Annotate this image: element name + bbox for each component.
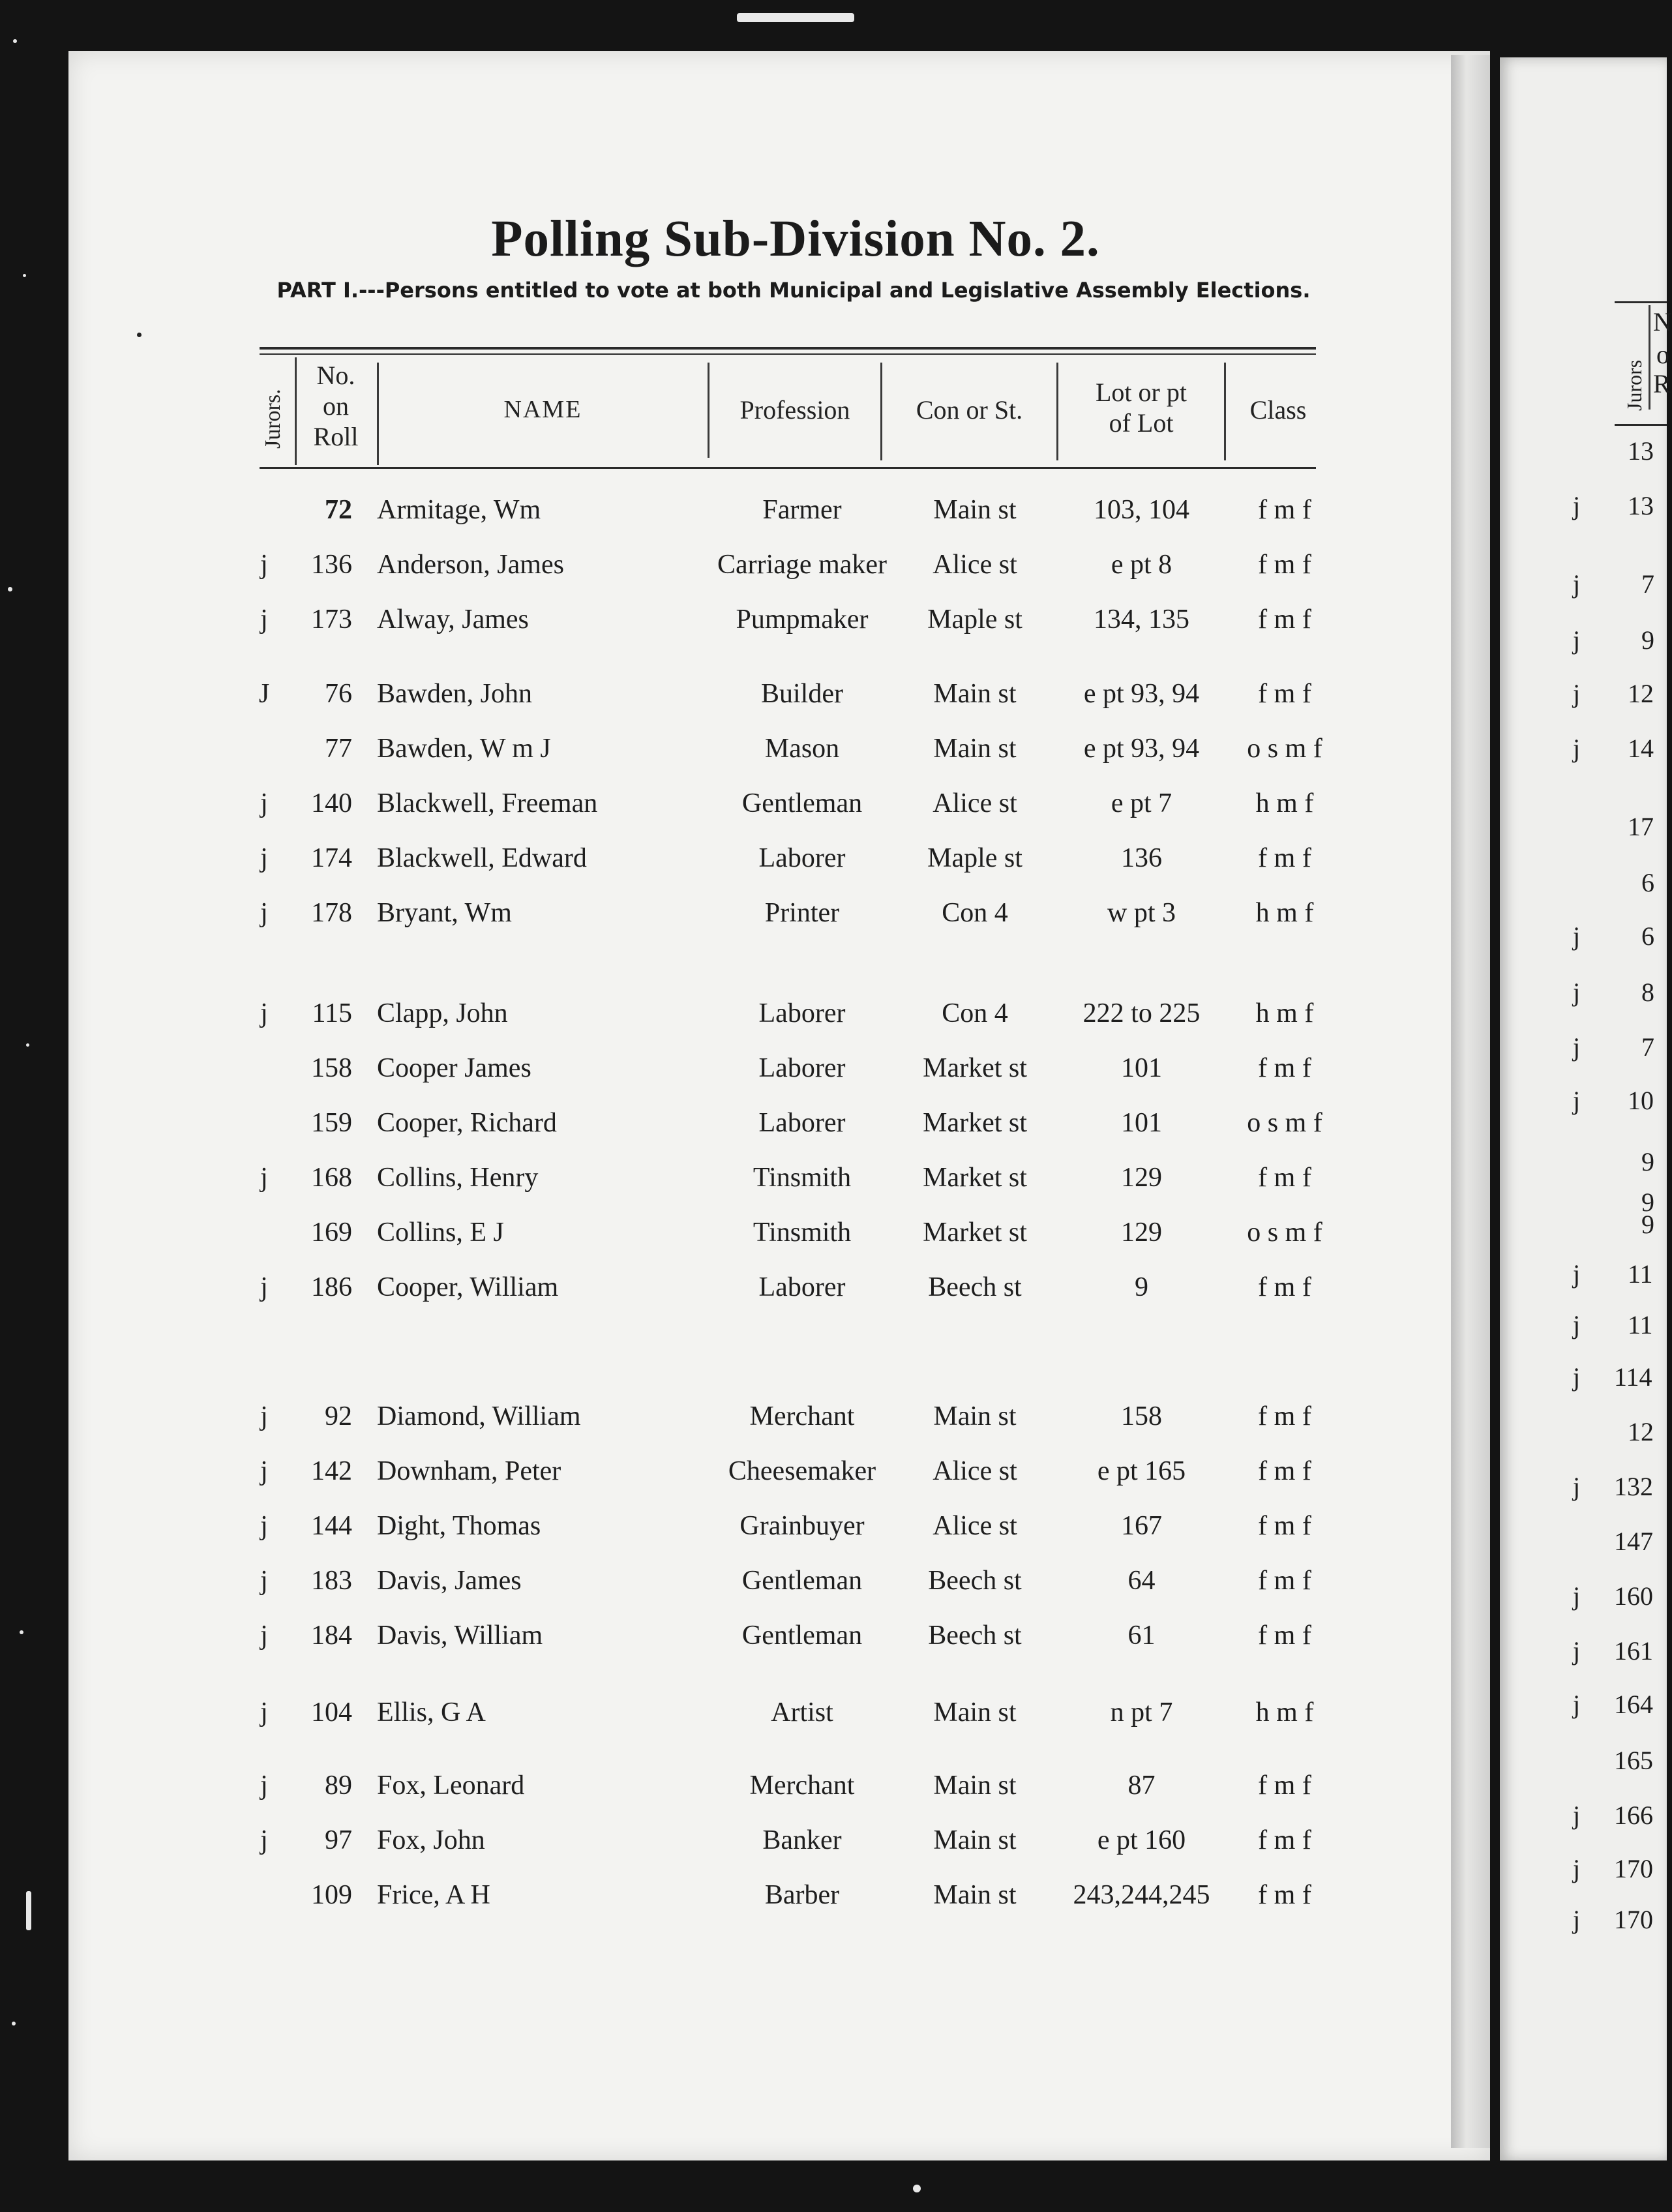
juror-mark: j — [260, 1511, 268, 1541]
right-roll-number: 161 — [1614, 1636, 1653, 1666]
right-roll-number: 13 — [1628, 491, 1654, 520]
juror-mark: j — [260, 1272, 268, 1302]
right-juror-mark: j — [1573, 491, 1581, 520]
header-no-line2: on — [323, 391, 349, 421]
concession-or-street: Maple st — [927, 605, 1023, 635]
profession: Laborer — [758, 1053, 846, 1083]
concession-or-street: Alice st — [933, 1456, 1017, 1486]
roll-number: 186 — [311, 1272, 352, 1302]
right-juror-mark: j — [1573, 1086, 1581, 1115]
profession: Carriage maker — [717, 550, 888, 580]
lot: e pt 8 — [1111, 550, 1172, 580]
lot: w pt 3 — [1107, 898, 1176, 928]
voter-name: Dight, Thomas — [377, 1511, 541, 1541]
table-header-rule — [260, 467, 1316, 469]
profession: Farmer — [762, 495, 842, 525]
right-roll-number: 6 — [1641, 868, 1654, 897]
header-con-or-st: Con or St. — [916, 395, 1023, 425]
right-roll-number: 165 — [1614, 1746, 1653, 1775]
lot: 243,244,245 — [1073, 1880, 1210, 1910]
profession: Merchant — [749, 1771, 855, 1801]
roll-number: 168 — [311, 1163, 352, 1193]
profession: Merchant — [749, 1401, 855, 1431]
voter-name: Collins, Henry — [377, 1163, 539, 1193]
lot: 9 — [1135, 1272, 1148, 1302]
right-header-r: R — [1653, 369, 1671, 398]
right-juror-mark: j — [1573, 1690, 1581, 1719]
header-lot-line2: of Lot — [1109, 408, 1174, 438]
lot: 129 — [1121, 1163, 1162, 1193]
roll-number: 92 — [325, 1401, 352, 1431]
voter-name: Cooper, William — [377, 1272, 559, 1302]
voter-name: Davis, James — [377, 1566, 522, 1596]
lot: 87 — [1127, 1771, 1156, 1801]
right-roll-number: 160 — [1614, 1581, 1653, 1611]
voter-class: o s m f — [1247, 1108, 1322, 1138]
concession-or-street: Market st — [923, 1163, 1027, 1193]
right-roll-number: 13 — [1628, 436, 1654, 466]
table-row — [0, 1697, 1369, 1736]
header-class: Class — [1249, 395, 1307, 425]
profession: Tinsmith — [753, 1218, 852, 1248]
lot: 101 — [1121, 1108, 1162, 1138]
lot: 167 — [1121, 1511, 1162, 1541]
right-juror-mark: j — [1573, 1801, 1581, 1830]
juror-mark: j — [260, 843, 268, 873]
lot: e pt 93, 94 — [1083, 734, 1200, 764]
part-heading: PART I.---Persons entitled to vote at both Municipal and Legislative Assembly Elections. — [276, 278, 1311, 303]
voter-class: f m f — [1258, 843, 1311, 873]
right-roll-number: 12 — [1628, 1417, 1654, 1446]
concession-or-street: Main st — [933, 1771, 1017, 1801]
juror-mark: j — [260, 1566, 268, 1596]
table-top-rule-thin — [260, 353, 1316, 355]
roll-number: 97 — [325, 1825, 352, 1855]
roll-number: 115 — [312, 998, 352, 1028]
voter-class: h m f — [1255, 788, 1314, 818]
profession: Grainbuyer — [739, 1511, 865, 1541]
voter-class: f m f — [1258, 1825, 1311, 1855]
profession: Barber — [764, 1880, 840, 1910]
voter-class: f m f — [1258, 1272, 1311, 1302]
concession-or-street: Beech st — [928, 1566, 1022, 1596]
lot: n pt 7 — [1110, 1697, 1173, 1727]
lot: e pt 160 — [1097, 1825, 1186, 1855]
roll-number: 109 — [311, 1880, 352, 1910]
voter-class: f m f — [1258, 495, 1311, 525]
voter-class: f m f — [1258, 1401, 1311, 1431]
right-header-jurors: Jurors — [1622, 359, 1646, 411]
right-column-divider — [1649, 305, 1650, 410]
profession: Gentleman — [741, 1566, 863, 1596]
voter-name: Frice, A H — [377, 1880, 490, 1910]
voter-class: h m f — [1255, 898, 1314, 928]
right-juror-mark: j — [1573, 1362, 1581, 1392]
right-roll-number: 11 — [1628, 1310, 1653, 1339]
lot: e pt 93, 94 — [1083, 679, 1200, 709]
lot: 61 — [1127, 1621, 1156, 1651]
lot: 103, 104 — [1094, 495, 1189, 525]
right-roll-number: 11 — [1628, 1259, 1653, 1289]
lot: 64 — [1127, 1566, 1156, 1596]
header-no-on-roll — [297, 360, 375, 452]
voter-name: Diamond, William — [377, 1401, 581, 1431]
right-juror-mark: j — [1573, 569, 1581, 599]
right-roll-number: 166 — [1614, 1801, 1653, 1830]
concession-or-street: Main st — [933, 1825, 1017, 1855]
concession-or-street: Con 4 — [942, 898, 1008, 928]
roll-number: 72 — [325, 495, 352, 525]
right-roll-number: 9 — [1641, 1147, 1654, 1176]
table-row — [0, 1510, 1369, 1549]
profession: Laborer — [758, 998, 846, 1028]
concession-or-street: Market st — [923, 1053, 1027, 1083]
lot: 222 to 225 — [1082, 998, 1201, 1028]
table-row — [0, 1565, 1369, 1604]
table-row — [0, 897, 1369, 936]
table-top-rule — [260, 347, 1316, 350]
juror-mark: j — [260, 1163, 268, 1193]
right-juror-mark: j — [1573, 1581, 1581, 1611]
profession: Tinsmith — [753, 1163, 852, 1193]
lot: 158 — [1121, 1401, 1162, 1431]
voter-class: f m f — [1258, 605, 1311, 635]
lot: 101 — [1121, 1053, 1162, 1083]
roll-number: 136 — [311, 550, 352, 580]
right-roll-number: 7 — [1641, 1032, 1654, 1062]
right-juror-mark: j — [1573, 1472, 1581, 1501]
roll-number: 140 — [311, 788, 352, 818]
header-jurors: Jurors. — [261, 389, 285, 449]
right-roll-number: 132 — [1614, 1472, 1653, 1501]
concession-or-street: Main st — [933, 495, 1017, 525]
profession: Gentleman — [741, 788, 863, 818]
juror-mark: j — [260, 1825, 268, 1855]
right-juror-mark: j — [1573, 1310, 1581, 1339]
table-row — [0, 1620, 1369, 1659]
right-roll-number: 147 — [1614, 1527, 1653, 1556]
profession: Printer — [764, 898, 840, 928]
concession-or-street: Main st — [933, 1880, 1017, 1910]
right-roll-number: 170 — [1614, 1854, 1653, 1883]
voter-class: f m f — [1258, 1053, 1311, 1083]
table-row — [0, 733, 1369, 772]
right-juror-mark: j — [1573, 1905, 1581, 1934]
profession: Mason — [764, 734, 840, 764]
voter-class: f m f — [1258, 1163, 1311, 1193]
table-row — [0, 1272, 1369, 1311]
right-header-o: o — [1656, 340, 1669, 369]
concession-or-street: Market st — [923, 1108, 1027, 1138]
table-row — [0, 1107, 1369, 1146]
roll-number: 183 — [311, 1566, 352, 1596]
right-roll-number: 12 — [1628, 679, 1654, 708]
right-roll-number: 9 — [1641, 625, 1654, 655]
right-roll-number: 9 — [1641, 1188, 1654, 1217]
juror-mark: j — [260, 898, 268, 928]
concession-or-street: Main st — [933, 1697, 1017, 1727]
right-roll-number: 170 — [1614, 1905, 1653, 1934]
voter-name: Anderson, James — [377, 550, 564, 580]
voter-class: o s m f — [1247, 734, 1322, 764]
profession: Cheesemaker — [728, 1456, 876, 1486]
right-juror-mark: j — [1573, 1259, 1581, 1289]
profession: Gentleman — [741, 1621, 863, 1651]
right-juror-mark: j — [1573, 625, 1581, 655]
right-juror-mark: j — [1573, 1032, 1581, 1062]
concession-or-street: Alice st — [933, 550, 1017, 580]
juror-mark: j — [260, 550, 268, 580]
roll-number: 144 — [311, 1511, 352, 1541]
concession-or-street: Beech st — [928, 1621, 1022, 1651]
table-row — [0, 1456, 1369, 1495]
voter-class: f m f — [1258, 550, 1311, 580]
roll-number: 159 — [311, 1108, 352, 1138]
right-header-no: N — [1653, 307, 1672, 336]
voter-name: Blackwell, Edward — [377, 843, 587, 873]
header-no-line3: Roll — [313, 422, 359, 451]
roll-number: 142 — [311, 1456, 352, 1486]
voter-name: Cooper, Richard — [377, 1108, 557, 1138]
voter-class: f m f — [1258, 1771, 1311, 1801]
roll-number: 77 — [325, 734, 352, 764]
lot: 134, 135 — [1094, 605, 1189, 635]
voter-name: Bawden, John — [377, 679, 532, 709]
roll-number: 178 — [311, 898, 352, 928]
lot: e pt 165 — [1097, 1456, 1186, 1486]
voter-name: Alway, James — [377, 605, 529, 635]
voter-name: Davis, William — [377, 1621, 543, 1651]
concession-or-street: Maple st — [927, 843, 1023, 873]
profession: Banker — [762, 1825, 842, 1855]
scan-speck — [13, 39, 17, 43]
roll-number: 173 — [311, 605, 352, 635]
right-roll-number: 6 — [1641, 921, 1654, 951]
header-profession: Profession — [739, 395, 850, 425]
table-row — [0, 604, 1369, 643]
voter-class: f m f — [1258, 1566, 1311, 1596]
right-juror-mark: j — [1573, 1636, 1581, 1666]
profession: Pumpmaker — [736, 605, 869, 635]
right-juror-mark: j — [1573, 921, 1581, 951]
ink-dot — [137, 333, 142, 337]
right-roll-number: 9 — [1641, 1210, 1654, 1239]
juror-mark: j — [260, 1771, 268, 1801]
right-roll-number: 164 — [1614, 1690, 1653, 1719]
concession-or-street: Market st — [923, 1218, 1027, 1248]
voter-name: Bryant, Wm — [377, 898, 512, 928]
profession: Builder — [761, 679, 843, 709]
juror-mark: J — [258, 679, 270, 709]
lot: e pt 7 — [1111, 788, 1172, 818]
roll-number: 174 — [311, 843, 352, 873]
right-roll-number: 10 — [1628, 1086, 1654, 1115]
scan-speck — [26, 1043, 29, 1047]
voter-name: Blackwell, Freeman — [377, 788, 598, 818]
scan-speck — [12, 2022, 16, 2025]
right-roll-number: 14 — [1628, 734, 1654, 763]
voter-name: Collins, E J — [377, 1218, 504, 1248]
right-table-top-rule — [1615, 301, 1667, 303]
lot: 129 — [1121, 1218, 1162, 1248]
table-row — [0, 494, 1369, 533]
profession: Laborer — [758, 1272, 846, 1302]
voter-class: f m f — [1258, 1456, 1311, 1486]
voter-class: f m f — [1258, 679, 1311, 709]
lot: 136 — [1121, 843, 1162, 873]
voter-class: f m f — [1258, 1880, 1311, 1910]
table-row — [0, 998, 1369, 1037]
juror-mark: j — [260, 788, 268, 818]
voter-name: Cooper James — [377, 1053, 531, 1083]
scan-speck — [23, 274, 26, 277]
juror-mark: j — [260, 998, 268, 1028]
voter-class: f m f — [1258, 1621, 1311, 1651]
table-row — [0, 843, 1369, 882]
roll-number: 158 — [311, 1053, 352, 1083]
voter-name: Bawden, W m J — [377, 734, 551, 764]
right-roll-number: 114 — [1614, 1362, 1652, 1392]
concession-or-street: Con 4 — [942, 998, 1008, 1028]
concession-or-street: Main st — [933, 1401, 1017, 1431]
right-roll-number: 17 — [1628, 812, 1654, 841]
right-roll-number: 8 — [1641, 978, 1654, 1007]
profession: Artist — [771, 1697, 833, 1727]
voter-name: Clapp, John — [377, 998, 508, 1028]
concession-or-street: Beech st — [928, 1272, 1022, 1302]
roll-number: 169 — [311, 1218, 352, 1248]
table-row — [0, 788, 1369, 827]
roll-number: 89 — [325, 1771, 352, 1801]
table-row — [0, 1162, 1369, 1201]
voter-name: Armitage, Wm — [377, 495, 541, 525]
table-row — [0, 1770, 1369, 1809]
roll-number: 76 — [325, 679, 352, 709]
voter-name: Fox, John — [377, 1825, 485, 1855]
table-row — [0, 549, 1369, 588]
profession: Laborer — [758, 843, 846, 873]
header-lot — [1058, 377, 1224, 438]
juror-mark: j — [260, 1621, 268, 1651]
voter-class: f m f — [1258, 1511, 1311, 1541]
concession-or-street: Main st — [933, 734, 1017, 764]
voter-name: Downham, Peter — [377, 1456, 561, 1486]
right-table-header-rule — [1615, 424, 1667, 426]
table-row — [0, 1879, 1369, 1919]
header-lot-line1: Lot or pt — [1096, 378, 1187, 407]
roll-number: 104 — [311, 1697, 352, 1727]
concession-or-street: Alice st — [933, 788, 1017, 818]
page-title: Polling Sub-Division No. 2. — [491, 211, 1100, 267]
profession: Laborer — [758, 1108, 846, 1138]
table-row — [0, 1217, 1369, 1256]
voter-name: Ellis, G A — [377, 1697, 486, 1727]
right-juror-mark: j — [1573, 679, 1581, 708]
scan-speck — [913, 2185, 921, 2192]
roll-number: 184 — [311, 1621, 352, 1651]
concession-or-street: Main st — [933, 679, 1017, 709]
right-juror-mark: j — [1573, 1854, 1581, 1883]
juror-mark: j — [260, 605, 268, 635]
concession-or-street: Alice st — [933, 1511, 1017, 1541]
voter-class: o s m f — [1247, 1218, 1322, 1248]
table-row — [0, 1053, 1369, 1092]
right-roll-number: 7 — [1641, 569, 1654, 599]
voter-class: h m f — [1255, 998, 1314, 1028]
table-row — [0, 678, 1369, 717]
juror-mark: j — [260, 1401, 268, 1431]
table-row — [0, 1825, 1369, 1864]
table-row — [0, 1401, 1369, 1440]
juror-mark: j — [260, 1456, 268, 1486]
voter-class: h m f — [1255, 1697, 1314, 1727]
juror-mark: j — [260, 1697, 268, 1727]
header-name: NAME — [503, 396, 582, 423]
scan-speck — [737, 13, 854, 22]
right-juror-mark: j — [1573, 978, 1581, 1007]
right-juror-mark: j — [1573, 734, 1581, 763]
header-no-line1: No. — [316, 361, 355, 390]
voter-name: Fox, Leonard — [377, 1771, 525, 1801]
page-edge — [1451, 55, 1490, 2148]
